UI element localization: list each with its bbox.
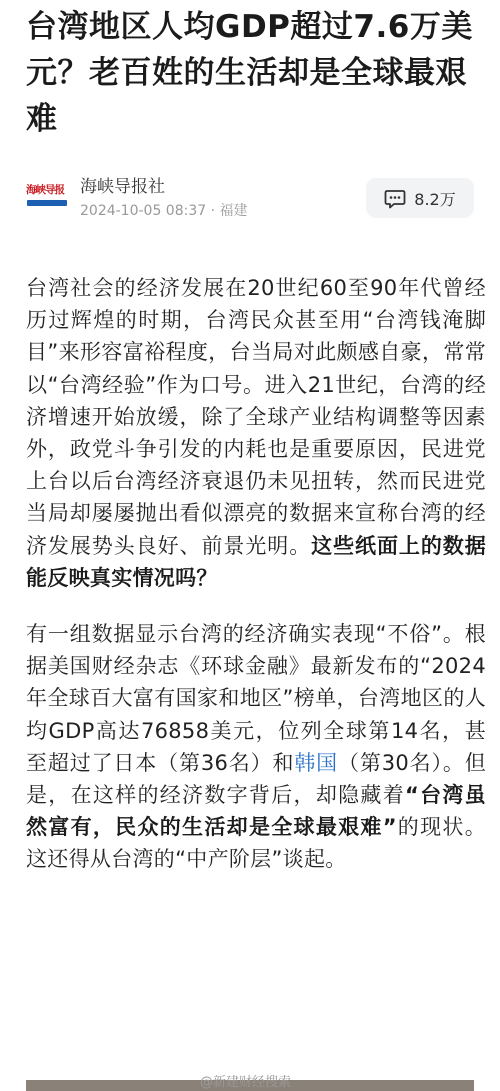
korea-link[interactable]: 韩国 [294, 750, 339, 775]
source-header [26, 170, 474, 224]
publish-date: 2024-10-05 08:37 [80, 203, 207, 219]
article-title: 台湾地区人均GDP超过7.6万美元？老百姓的生活却是全球最艰难 [26, 9, 473, 137]
paragraph-text: 台湾社会的经济发展在20世纪60至90年代曾经历过辉煌的时期，台湾民众甚至用“台湾钱淹脚目”来形容富裕程度，台当局对此颇感自豪，常常以“台湾经验”作为口号。进入21世纪，台湾的经济增速开始放缓，除了全球产业结构调整等因素外，政党斗争引发的内耗也是重要原因，民进党上台以后台湾经济衰退仍未见扭转，然而民进党当局却屡屡抛出看似漂亮的数据来宣称台湾的经济发展势头良好、前景光明。 [26, 276, 486, 558]
paragraph-bold-text: “台湾虽然富有，民众的生活却是全球最艰难” [26, 783, 486, 840]
publisher-name[interactable]: 海峡导报社 [80, 177, 165, 197]
publish-location: 福建 [219, 203, 248, 219]
paragraph-text: 有一组数据显示台湾的经济确实表现“不俗”。根据美国财经杂志《环球金融》最新发布的“2024年全球百大富有国家和地区”榜单，台湾地区的人均GDP高达76858美元，位列全球第14名，甚至超过了日本（第36名）和 [26, 622, 486, 775]
watermark: @新建财经搜索 [200, 1075, 292, 1090]
logo-text: 海峡导报 [26, 184, 64, 196]
publish-meta [80, 200, 248, 220]
paragraph-bold-text: 这些纸面上的数据能反映真实情况吗？ [26, 533, 486, 590]
comment-button[interactable] [366, 178, 474, 218]
meta-separator: · [206, 203, 220, 219]
comment-bubble-icon [384, 187, 406, 209]
article-paragraph [26, 272, 486, 594]
article-paragraph [26, 618, 486, 876]
article-body [26, 272, 486, 900]
paragraph-text: （第30名）。但是，在这样的经济数字背后，却隐藏着 [26, 750, 486, 808]
publisher-logo[interactable] [26, 174, 68, 210]
comment-count: 8.2万 [414, 189, 456, 209]
paragraph-text: 的现状。这还得从台湾的“中产阶层”谈起。 [26, 815, 486, 872]
logo-banner [27, 200, 67, 206]
